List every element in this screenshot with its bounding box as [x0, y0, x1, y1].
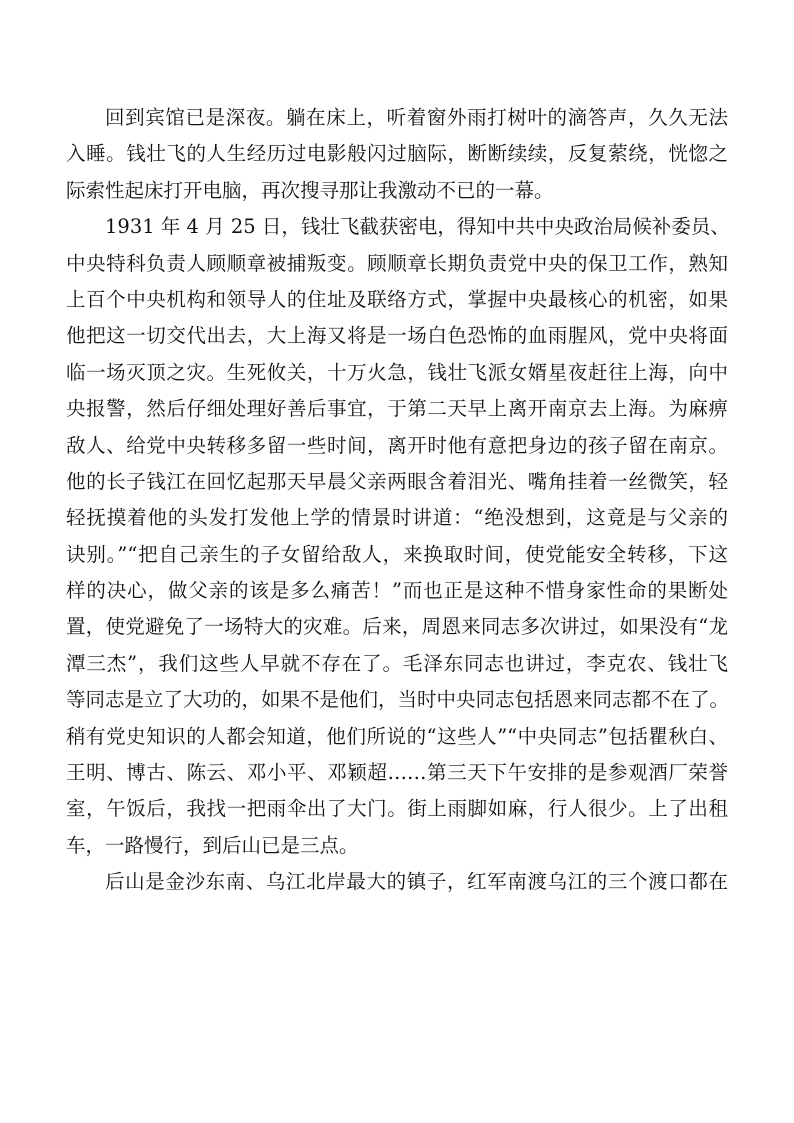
text-line: 样的决心，做父亲的该是多么痛苦！”而也正是这种不惜身家性命的果断处 — [66, 579, 728, 603]
text-line: 诀别。”“把自己亲生的子女留给敌人，来换取时间，使党能安全转移，下这 — [66, 542, 728, 566]
paragraph-3 — [66, 864, 728, 900]
text-line: 潭三杰”，我们这些人早就不存在了。毛泽东同志也讲过，李克农、钱壮飞 — [66, 651, 728, 675]
text-line: 他的长子钱江在回忆起那天早晨父亲两眼含着泪光、嘴角挂着一丝微笑，轻 — [66, 469, 728, 493]
text-line: 回到宾馆已是深夜。躺在床上，听着窗外雨打树叶的滴答声，久久无法 — [105, 106, 728, 129]
text-line: 央报警，然后仔细处理好善后事宜，于第二天早上离开南京去上海。为麻痹 — [66, 397, 728, 421]
text-line: 1931 年 4 月 25 日，钱壮飞截获密电，得知中共中央政治局候补委员、 — [105, 215, 730, 239]
text-line: 敌人、给党中央转移多留一些时间，离开时他有意把身边的孩子留在南京。 — [66, 433, 728, 457]
text-line: 上百个中央机构和领导人的住址及联络方式，掌握中央最核心的机密，如果 — [66, 287, 728, 311]
text-line: 中央特科负责人顾顺章被捕叛变。顾顺章长期负责党中央的保卫工作，熟知 — [66, 251, 728, 275]
text-line: 他把这一切交代出去，大上海又将是一场白色恐怖的血雨腥风，党中央将面 — [66, 324, 728, 348]
text-line: 等同志是立了大功的，如果不是他们，当时中央同志包括恩来同志都不在了。 — [66, 688, 730, 712]
text-line: 车，一路慢行，到后山已是三点。 — [66, 833, 359, 857]
text-line: 室，午饭后，我找一把雨伞出了大门。街上雨脚如麻，行人很少。上了出租 — [66, 797, 728, 821]
text-line: 王明、博古、陈云、邓小平、邓颖超……第三天下午安排的是参观酒厂荣誉 — [66, 761, 728, 785]
text-line: 临一场灭顶之灾。生死攸关，十万火急，钱壮飞派女婿星夜赶往上海，向中 — [66, 360, 728, 384]
text-line: 后山是金沙东南、乌江北岸最大的镇子，红军南渡乌江的三个渡口都在 — [105, 870, 728, 894]
document-body — [66, 100, 728, 901]
text-line: 置，使党避免了一场特大的灾难。后来，周恩来同志多次讲过，如果没有“龙 — [66, 615, 728, 639]
text-line: 轻抚摸着他的头发打发他上学的情景时讲道：“绝没想到，这竟是与父亲的 — [66, 506, 728, 530]
text-line: 际索性起床打开电脑，再次搜寻那让我激动不已的一幕。 — [66, 178, 554, 202]
text-line: 稍有党史知识的人都会知道，他们所说的“这些人”“中央同志”包括瞿秋白、 — [66, 724, 728, 748]
text-line: 入睡。钱壮飞的人生经历过电影般闪过脑际，断断续续，反复萦绕，恍惚之 — [66, 142, 728, 166]
paragraph-1 — [66, 100, 728, 209]
paragraph-2 — [66, 209, 728, 864]
